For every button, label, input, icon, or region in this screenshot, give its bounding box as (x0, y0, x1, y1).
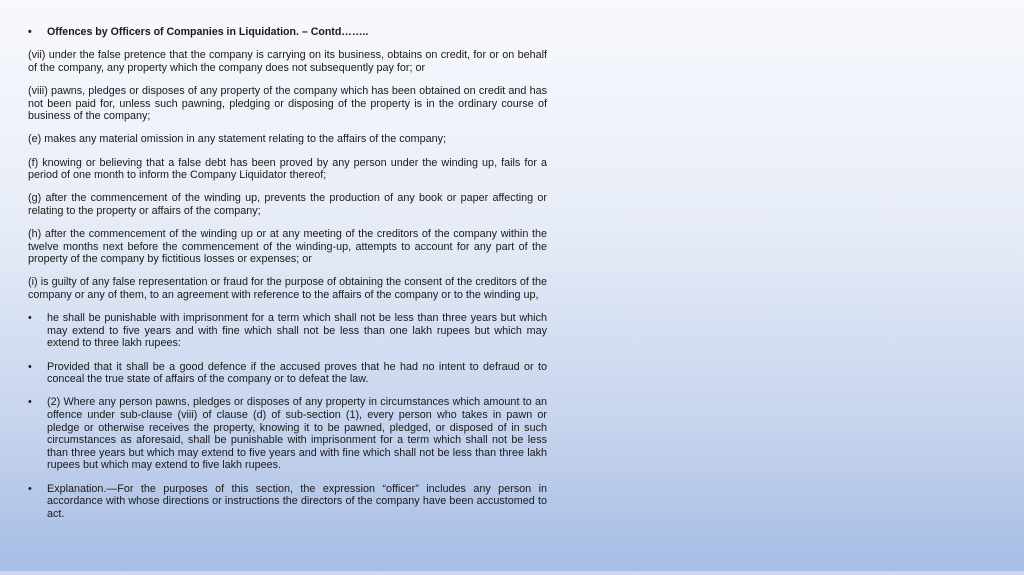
bullet-icon: • (28, 482, 32, 495)
paragraph-h: (h) after the commencement of the winding up or at any meeting of the creditors of the company within the twelve months next before the commencement of the winding-up, attempts to account for any part of the property of the company by fictitious losses or expenses; or (28, 228, 547, 266)
bullet-icon: • (28, 396, 32, 409)
paragraph-viii: (viii) pawns, pledges or disposes of any property of the company which has been obtained on credit and has not been paid for, unless such pawning, pledging or disposing of the property is in the ordinary course of business of the company; (28, 84, 547, 123)
bullet-text: (2) Where any person pawns, pledges or disposes of any property in circumstances which amount to an offence under sub-clause (viii) of clause (d) of sub-section (1), every person who takes in pawn or pledge or otherwise receives the property, knowing it to be pawned, pledged, or disposed of in such circumstances as aforesaid, shall be punishable with imprisonment for a term which shall not be less than three years but which may extend to five years and with fine which shall not be less than three lakh rupees but which may extend to five lakh rupees. (47, 396, 547, 472)
paragraph-vii: (vii) under the false pretence that the company is carrying on its business, obtains on credit, for or on behalf of the company, any property which the company does not subsequently pay for; or (28, 49, 547, 74)
paragraph-f: (f) knowing or believing that a false debt has been proved by any person under the winding up, fails for a period of one month to inform the Company Liquidator thereof; (28, 156, 547, 182)
paragraph-g: (g) after the commencement of the winding up, prevents the production of any book or paper affecting or relating to the property or affairs of the company; (28, 192, 547, 217)
bullet-text: he shall be punishable with imprisonment for a term which shall not be less than three years but which may extend to five years and with fine which shall not be less than one lakh rupees but which may extend to three lakh rupees: (47, 312, 547, 350)
bullet-subsection-2 (28, 396, 547, 472)
bullet-icon: • (28, 360, 32, 373)
bullet-explanation (28, 483, 547, 521)
paragraph-i: (i) is guilty of any false representation or fraud for the purpose of obtaining the consent of the creditors of the company or any of them, to an agreement with reference to the affairs of the company or to the winding up, (28, 276, 547, 302)
bullet-proviso (28, 361, 547, 386)
slide-title-text: Offences by Officers of Companies in Liquidation. – Contd…….. (47, 26, 369, 38)
slide-body (28, 26, 547, 531)
bullet-text: Explanation.—For the purposes of this section, the expression “officer” includes any person in accordance with whose directions or instructions the directors of the company have been accustomed to act. (47, 482, 547, 520)
slide-title (28, 26, 547, 39)
bullet-icon: • (28, 312, 32, 325)
paragraph-e: (e) makes any material omission in any statement relating to the affairs of the company; (28, 133, 447, 146)
bullet-text: Provided that it shall be a good defence if the accused proves that he had no intent to defraud or to conceal the true state of affairs of the company or to defeat the law. (47, 360, 547, 386)
bullet-punishment (28, 312, 547, 350)
bullet-icon: • (28, 26, 32, 38)
bottom-bar (0, 571, 1024, 575)
